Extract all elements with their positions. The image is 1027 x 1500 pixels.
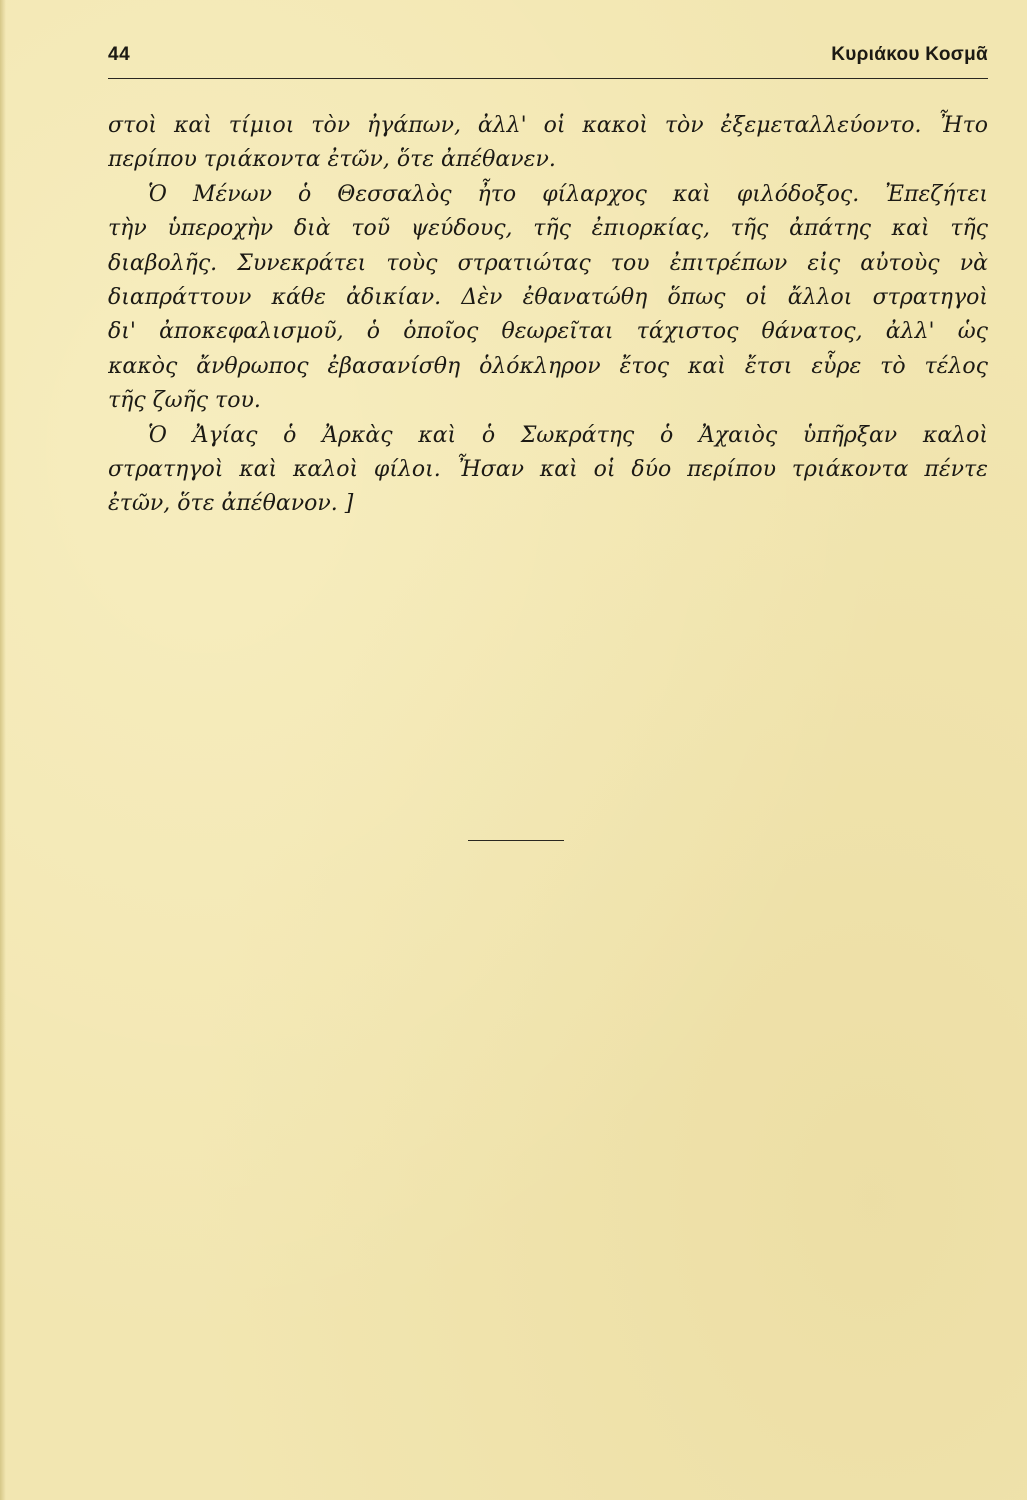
text-line: Ὁ Μένων ὁ Θεσσαλὸς ἦτο φίλαρχος καὶ φιλόδοξος. Ἐπεζήτει (148, 181, 988, 207)
text-line: στρατηγοὶ καὶ καλοὶ φίλοι. Ἦσαν καὶ οἱ δύο περίπου τριάκοντα πέντε (108, 456, 988, 482)
text-line: στοὶ καὶ τίμιοι τὸν ἠγάπων, ἀλλ' οἱ κακοὶ τὸν ἐξεμεταλλεύοντο. Ἦτο (108, 113, 988, 138)
running-head: Κυριάκου Κοσμᾶ (831, 44, 988, 65)
text-line: ἐτῶν, ὅτε ἀπέθανον. ] (108, 491, 354, 517)
text-line: κακὸς ἄνθρωπος ἐβασανίσθη ὁλόκληρον ἔτος καὶ ἔτσι εὗρε τὸ τέλος (108, 353, 988, 379)
text-line: τὴν ὑπεροχὴν διὰ τοῦ ψεύδους, τῆς ἐπιορκίας, τῆς ἀπάτης καὶ τῆς (108, 216, 988, 242)
section-end-rule (468, 840, 564, 841)
text-line: διαπράττουν κάθε ἀδικίαν. Δὲν ἐθανατώθη ὅπως οἱ ἄλλοι στρατηγοὶ (108, 284, 988, 310)
text-line: περίπου τριάκοντα ἐτῶν, ὅτε ἀπέθανεν. (108, 147, 556, 173)
page-edge-shadow (0, 0, 6, 1500)
page-number: 44 (108, 44, 131, 65)
text-line: δι' ἀποκεφαλισμοῦ, ὁ ὁποῖος θεωρεῖται τάχιστος θάνατος, ἀλλ' ὡς (108, 319, 988, 345)
header-rule (108, 78, 988, 79)
page-header (108, 44, 988, 74)
text-line: Ὁ Ἀγίας ὁ Ἀρκὰς καὶ ὁ Σωκράτης ὁ Ἀχαιὸς ὑπῆρξαν καλοὶ (148, 422, 988, 448)
text-line: διαβολῆς. Συνεκράτει τοὺς στρατιώτας του ἐπιτρέπων εἰς αὐτοὺς νὰ (108, 250, 988, 276)
body-text (108, 109, 988, 522)
text-line: τῆς ζωῆς του. (108, 388, 261, 414)
